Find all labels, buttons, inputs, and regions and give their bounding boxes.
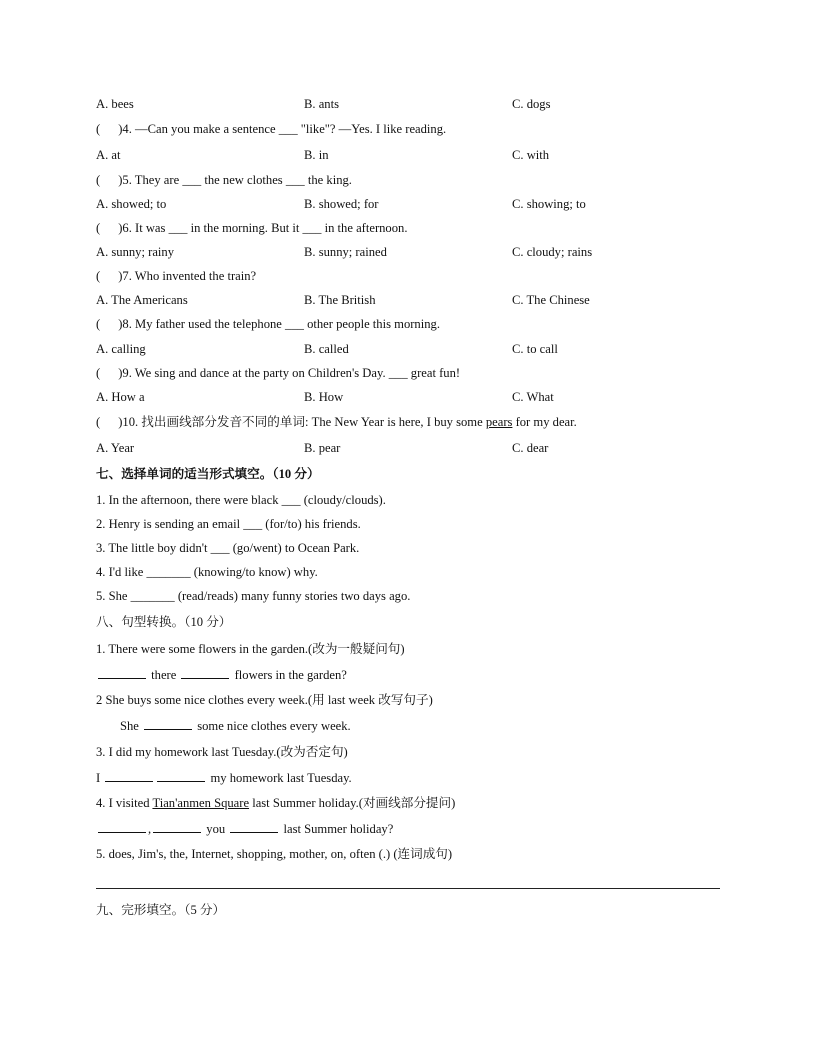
question-5 <box>96 172 352 188</box>
answer-paren-close: ) <box>118 415 123 429</box>
underlined-word: pears <box>485 415 513 429</box>
section-8-item-3: 3. I did my homework last Tuesday.(改为否定句) <box>96 745 348 759</box>
answer-paren-close: ) <box>118 122 123 136</box>
section-8-answer-1 <box>96 667 347 683</box>
question-stem: 8. My father used the telephone ___ other people this morning. <box>122 317 440 331</box>
question-10 <box>96 414 577 430</box>
answer-paren-open: ( <box>96 173 101 187</box>
q8-option-c: C. to call <box>512 342 558 356</box>
item-text: 4. I visited <box>96 796 153 810</box>
section-8-item-5: 5. does, Jim's, the, Internet, shopping, mother, on, often (.) (连词成句) <box>96 847 453 861</box>
q10-option-c: C. dear <box>512 441 549 455</box>
q8-option-a: A. calling <box>96 342 146 356</box>
q9-option-a: A. How a <box>96 390 145 404</box>
section-8-answer-3 <box>96 770 352 786</box>
question-4 <box>96 121 446 137</box>
question-stem: 7. Who invented the train? <box>122 269 257 283</box>
q7-option-c: C. The Chinese <box>512 293 590 307</box>
question-stem: 5. They are ___ the new clothes ___ the king. <box>122 173 352 187</box>
blank-line[interactable] <box>153 821 201 833</box>
blank-line[interactable] <box>144 718 192 730</box>
q7-option-a: A. The Americans <box>96 293 188 307</box>
blank-line[interactable] <box>98 667 146 679</box>
answer-paren-open: ( <box>96 122 101 136</box>
blank-line[interactable] <box>230 821 278 833</box>
answer-text: my homework last Tuesday. <box>207 771 352 785</box>
question-stem: 9. We sing and dance at the party on Children's Day. ___ great fun! <box>122 366 461 380</box>
q6-option-c: C. cloudy; rains <box>512 245 593 259</box>
question-stem-end: for my dear. <box>512 415 577 429</box>
q9-option-b: B. How <box>304 390 344 404</box>
section-8-answer-4 <box>96 821 393 837</box>
question-stem: 4. —Can you make a sentence ___ "like"? —Yes. I like reading. <box>122 122 447 136</box>
question-7 <box>96 268 256 284</box>
answer-text: I <box>96 771 104 785</box>
answer-paren-open: ( <box>96 415 101 429</box>
q7-option-b: B. The British <box>304 293 376 307</box>
answer-paren-close: ) <box>118 317 123 331</box>
answer-line[interactable] <box>96 888 720 889</box>
answer-paren-open: ( <box>96 269 101 283</box>
q5-option-a: A. showed; to <box>96 197 167 211</box>
q8-option-b: B. called <box>304 342 349 356</box>
q3-option-b: B. ants <box>304 97 339 111</box>
answer-text: some nice clothes every week. <box>194 719 351 733</box>
section-8-item-4 <box>96 795 455 811</box>
answer-text: there <box>148 668 180 682</box>
answer-paren-close: ) <box>118 221 123 235</box>
answer-paren-open: ( <box>96 221 101 235</box>
blank-line[interactable] <box>105 770 153 782</box>
blank-line[interactable] <box>157 770 205 782</box>
blank-line[interactable] <box>98 821 146 833</box>
section-7-item-2: 2. Henry is sending an email ___ (for/to) his friends. <box>96 517 361 531</box>
answer-paren-close: ) <box>118 173 123 187</box>
answer-text: last Summer holiday? <box>280 822 394 836</box>
question-8 <box>96 316 440 332</box>
question-9 <box>96 365 460 381</box>
answer-paren-close: ) <box>118 269 123 283</box>
section-7-item-5: 5. She _______ (read/reads) many funny stories two days ago. <box>96 589 411 603</box>
answer-text: , <box>148 822 152 836</box>
section-7-item-4: 4. I'd like _______ (knowing/to know) why. <box>96 565 318 579</box>
underlined-phrase: Tian'anmen Square <box>152 796 250 810</box>
section-8-item-1: 1. There were some flowers in the garden.(改为一般疑问句) <box>96 642 405 656</box>
section-7-item-3: 3. The little boy didn't ___ (go/went) to Ocean Park. <box>96 541 360 555</box>
answer-paren-close: ) <box>118 366 123 380</box>
answer-text: you <box>203 822 229 836</box>
q10-option-a: A. Year <box>96 441 135 455</box>
q10-option-b: B. pear <box>304 441 341 455</box>
section-7-title: 七、选择单词的适当形式填空。（10 分） <box>96 467 320 481</box>
q3-option-c: C. dogs <box>512 97 551 111</box>
item-text: last Summer holiday.(对画线部分提问) <box>249 796 456 810</box>
section-8-title: 八、句型转换。（10 分） <box>96 615 232 629</box>
answer-paren-open: ( <box>96 366 101 380</box>
question-6 <box>96 220 407 236</box>
section-9-title: 九、完形填空。（5 分） <box>96 903 226 917</box>
question-stem: 6. It was ___ in the morning. But it ___ in the afternoon. <box>122 221 408 235</box>
answer-paren-open: ( <box>96 317 101 331</box>
q3-option-a: A. bees <box>96 97 134 111</box>
q4-option-b: B. in <box>304 148 329 162</box>
q6-option-b: B. sunny; rained <box>304 245 387 259</box>
q6-option-a: A. sunny; rainy <box>96 245 175 259</box>
q5-option-c: C. showing; to <box>512 197 586 211</box>
answer-text: flowers in the garden? <box>231 668 347 682</box>
question-stem: 10. 找出画线部分发音不同的单词: The New Year is here, I buy some <box>122 415 486 429</box>
blank-line[interactable] <box>181 667 229 679</box>
section-8-item-2: 2 She buys some nice clothes every week.(用 last week 改写句子) <box>96 693 433 707</box>
q9-option-c: C. What <box>512 390 554 404</box>
section-8-answer-2 <box>120 718 351 734</box>
q4-option-c: C. with <box>512 148 550 162</box>
q5-option-b: B. showed; for <box>304 197 379 211</box>
answer-text: She <box>120 719 143 733</box>
q4-option-a: A. at <box>96 148 121 162</box>
section-7-item-1: 1. In the afternoon, there were black ___ (cloudy/clouds). <box>96 493 386 507</box>
